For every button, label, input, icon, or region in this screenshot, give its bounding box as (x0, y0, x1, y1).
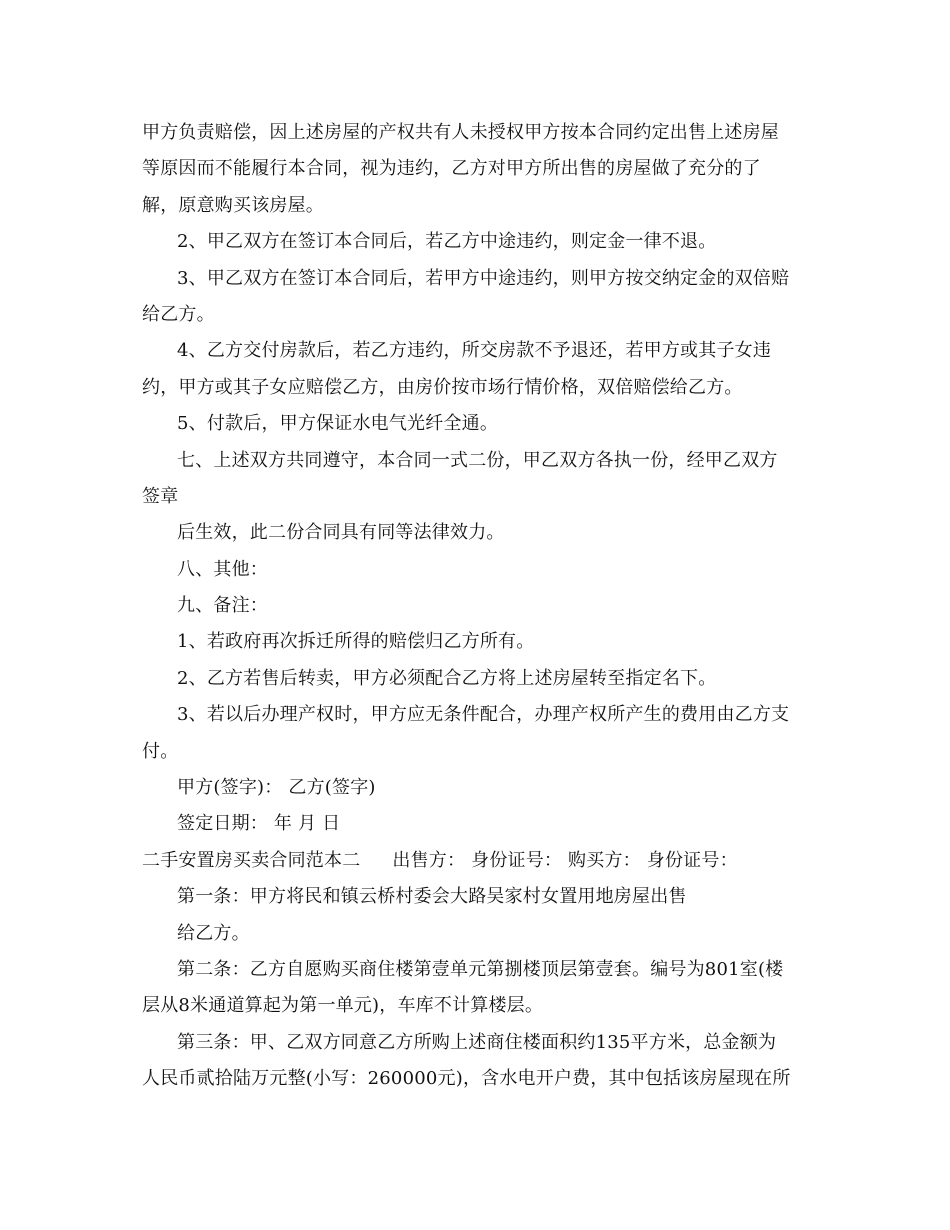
section-heading-line (142, 843, 832, 879)
text-line: 给乙方。 (142, 303, 215, 325)
text-line: 第二条：乙方自愿购买商住楼第壹单元第捌楼顶层第壹套。编号为801室(楼 (177, 958, 784, 980)
text-line: 第三条：甲、乙双方同意乙方所购上述商住楼面积约135平方米，总金额为 (177, 1031, 777, 1053)
text-line: 后生效，此二份合同具有同等法律效力。 (177, 522, 505, 544)
text-line: 七、上述双方共同遵守，本合同一式二份，甲乙双方各执一份，经甲乙双方 (177, 449, 778, 471)
text-line: 人民币贰拾陆万元整(小写：260000元)，含水电开户费，其中包括该房屋现在所 (142, 1068, 791, 1090)
text-line: 3、甲乙双方在签订本合同后，若甲方中途违约，则甲方按交纳定金的双倍赔 (177, 267, 790, 289)
text-line: 3、若以后办理产权时，甲方应无条件配合，办理产权所产生的费用由乙方支 (177, 704, 790, 726)
text-line: 解，原意购买该房屋。 (142, 194, 324, 216)
text-line: 5、付款后，甲方保证水电气光纤全通。 (177, 413, 499, 435)
text-line: 1、若政府再次拆迁所得的赔偿归乙方所有。 (177, 631, 535, 653)
date-line: 签定日期： 年 月 日 (177, 813, 341, 835)
signature-line: 甲方(签字)： 乙方(签字) (177, 777, 376, 799)
text-line: 2、甲乙双方在签订本合同后，若乙方中途违约，则定金一律不退。 (177, 231, 717, 253)
text-line: 约，甲方或其子女应赔偿乙方，由房价按市场行情价格，双倍赔偿给乙方。 (142, 376, 743, 398)
text-line: 2、乙方若售后转卖，甲方必须配合乙方将上述房屋转至指定名下。 (177, 667, 717, 689)
text-line: 给乙方。 (177, 922, 250, 944)
text-line: 签章 (142, 485, 179, 507)
text-line: 4、乙方交付房款后，若乙方违约，所交房款不予退还，若甲方或其子女违 (177, 340, 772, 362)
text-line: 甲方负责赔偿，因上述房屋的产权共有人未授权甲方按本合同约定出售上述房屋 (142, 122, 779, 143)
text-line: 第一条：甲方将民和镇云桥村委会大路吴家村女置用地房屋出售 (177, 886, 687, 908)
parties-fields: 出售方： 身份证号： 购买方： 身份证号： (392, 849, 738, 871)
text-line: 层从8米通道算起为第一单元)，车库不计算楼层。 (142, 995, 544, 1017)
text-line: 八、其他： (177, 558, 268, 580)
section-heading: 二手安置房买卖合同范本二 (142, 849, 361, 871)
text-line: 付。 (142, 740, 179, 762)
text-line: 九、备注： (177, 595, 268, 617)
text-line: 等原因而不能履行本合同，视为违约，乙方对甲方所出售的房屋做了充分的了 (142, 158, 761, 180)
contract-text (142, 115, 832, 1098)
